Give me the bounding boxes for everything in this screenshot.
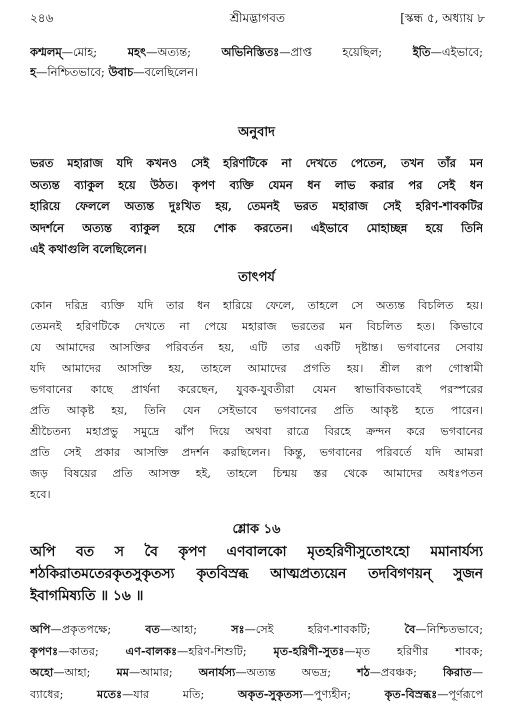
word-meaning: —নিশ্চিতভাবে; [35,65,109,79]
sanskrit-word: মম [116,665,129,679]
word-meaning: —অত্যন্ত অভদ্র; [235,666,358,679]
sanskrit-word: কৃপণঃ [30,643,59,658]
synonym-line [30,641,483,663]
purport-line: প্রতি আকৃষ্ট হয়, তিনি যেন সেইভাবে ভগবানের প্রতি আকৃষ্ট হতে পারেন। [30,404,483,417]
word-meanings-top [30,42,483,82]
sanskrit-word: শঠ [357,665,370,679]
sanskrit-word: অভিনিস্তিতঃ [221,45,280,59]
sanskrit-word: অকৃত-সুকৃতস্য [237,686,303,701]
synonym-line [30,62,483,82]
page-number: ২৪৬ [30,11,54,25]
purport-line: যে আমাদের আসক্তির পরিবর্তন হয়, এটি তার একটি দৃষ্টান্ত। ভগবানের সেবায় [30,341,483,354]
sanskrit-word: কিরাত [442,665,472,679]
word-meaning: —পূর্ণরূপে [437,687,483,701]
translation-line: এই কথাগুলি বলেছিলেন। [30,242,147,256]
purport-text [30,295,483,505]
running-header [30,10,485,28]
word-meaning: —মোহ; [61,45,128,59]
verse-line: অপি বত স বৈ কৃপণ এণবালকো মৃতহরিণীসুতোঽহো মমানার্যস্য [30,544,483,560]
sanskrit-word: কশ্মলম্ [30,45,62,59]
book-title: শ্রীমদ্ভাগবত [229,11,285,25]
sanskrit-word: অনার্যস্য [198,665,236,679]
word-meaning: —আহা; [53,666,117,679]
word-meaning: —সেই হরিণ-শাবকটি; [244,623,405,636]
word-meaning: —নিশ্চিতভাবে; [415,623,483,636]
sanskrit-word: উবাচ [108,65,134,79]
translation-line: হারিয়ে ফেললে অত্যন্ত দুঃখিত হয়, তেমনই ভরত মহারাজ সেই হরিণ-শাবকটির [30,199,483,213]
word-meaning: —অত্যন্ত; [146,45,222,59]
verse-line: শঠকিরাতমতেরকৃতসুকৃতস্য কৃতবিস্রব্ধ আত্মপ্রত্যয়েন তদবিগণয়ন্ সুজন [30,566,483,582]
synonym-line [30,619,483,641]
sanskrit-word: অহো [30,665,54,679]
sanskrit-word: মতেঃ [97,686,123,701]
purport-line: হবে। [30,488,51,501]
canto-chapter-reference: [স্কন্ধ ৫, অধ্যায় ৮ [400,11,485,25]
verse-line: ইবাগমিষ্যতি ॥ ১৬ ॥ [30,588,144,604]
purport-heading: তাৎপর্য [238,270,275,285]
translation-line: অত্যন্ত ব্যাকুল হয়ে উঠত। কৃপণ ব্যক্তি যেমন ধন লাভ করার পর সেই ধন [30,177,483,192]
word-meaning: —প্রকৃতপক্ষে; [50,623,146,636]
sanskrit-word: অপি [30,622,51,636]
synonym-line [30,42,483,62]
purport-line: প্রতি সেই প্রকার আসক্তি প্রদর্শন করছিলেন। কিন্তু, ভগবানের পরিবর্তে যদি আমরা [30,446,483,459]
word-meaning: —বলেছিলেন। [133,65,199,79]
purport-line: কোন দরিদ্র ব্যক্তি যদি তার ধন হারিয়ে ফেলে, তাহলে সে অত্যন্ত বিচলিত হয়। [30,299,483,312]
word-meaning: —প্রাপ্ত হয়েছিল; [279,45,413,59]
purport-line: জড় বিষয়ের প্রতি আসক্ত হই, তাহলে চিন্ময় স্তর থেকে আমাদের অধঃপতন [30,467,483,480]
word-meaning: —এইভাবে; [430,45,483,59]
synonym-line [30,684,483,706]
word-meaning: —যার মতি; [122,687,238,701]
synonym-line [30,662,483,684]
translation-heading: অনুবাদ [238,125,275,140]
translation-line: অদর্শনে অত্যন্ত ব্যাকুল হয়ে শোক করতেন। এইভাবে মোহাচ্ছন্ন হয়ে তিনি [30,220,483,235]
word-meaning: —কাতর; [58,644,126,658]
translation-text [30,153,483,261]
sanskrit-word: বৈ [404,622,416,636]
sanskrit-word: মৃত-হরিণী-সুতঃ [273,643,345,658]
word-meaning: —মৃত হরিণীর শাবক; [344,644,483,658]
purport-line: ভগবানের কাছে প্রার্থনা করেছেন, যুবক-যুবতীরা যেমন স্বাভাবিকভাবেই পরস্পরের [30,383,483,396]
word-meaning: ব্যাধের; [30,687,97,701]
sanskrit-word: হ [30,65,36,79]
word-meaning: —আহা; [159,623,232,636]
word-meanings-bottom [30,619,483,705]
sanskrit-word: ইতি [412,45,431,59]
word-meaning: —হরিণ-শিশুটি; [177,644,274,658]
sanskrit-verse [30,541,483,607]
word-meaning: —আমার; [129,666,199,679]
sanskrit-word: মহৎ [127,45,147,59]
word-meaning: — [471,666,483,679]
word-meaning: —প্রবঞ্চক; [369,666,443,679]
sanskrit-word: বত [145,622,160,636]
purport-line: তেমনই হরিণটিকে দেখতে না পেয়ে মহারাজ ভরতের মন বিচলিত হত। কিভাবে [30,320,483,333]
purport-line: শ্রীচৈতন্য মহাপ্রভু সমুদ্রে ঝাঁপ দিয়ে অথবা রাত্রে বিরহে ক্রন্দন করে ভগবানের [30,425,483,438]
translation-line: ভরত মহারাজ যদি কখনও সেই হরিণটিকে না দেখতে পেতেন, তখন তাঁর মন [30,156,483,170]
sanskrit-word: এণ-বালকঃ [125,643,178,658]
purport-line: যদি আমাদের আসক্তি হয়, তাহলে আমাদের প্রগতি হয়। শ্রীল রূপ গোস্বামী [30,362,483,375]
verse-heading: শ্লোক ১৬ [232,522,281,537]
sanskrit-word: কৃত-বিস্রব্ধঃ [384,686,438,701]
word-meaning: —পুণ্যহীন; [302,687,385,701]
sanskrit-word: সঃ [231,622,245,636]
